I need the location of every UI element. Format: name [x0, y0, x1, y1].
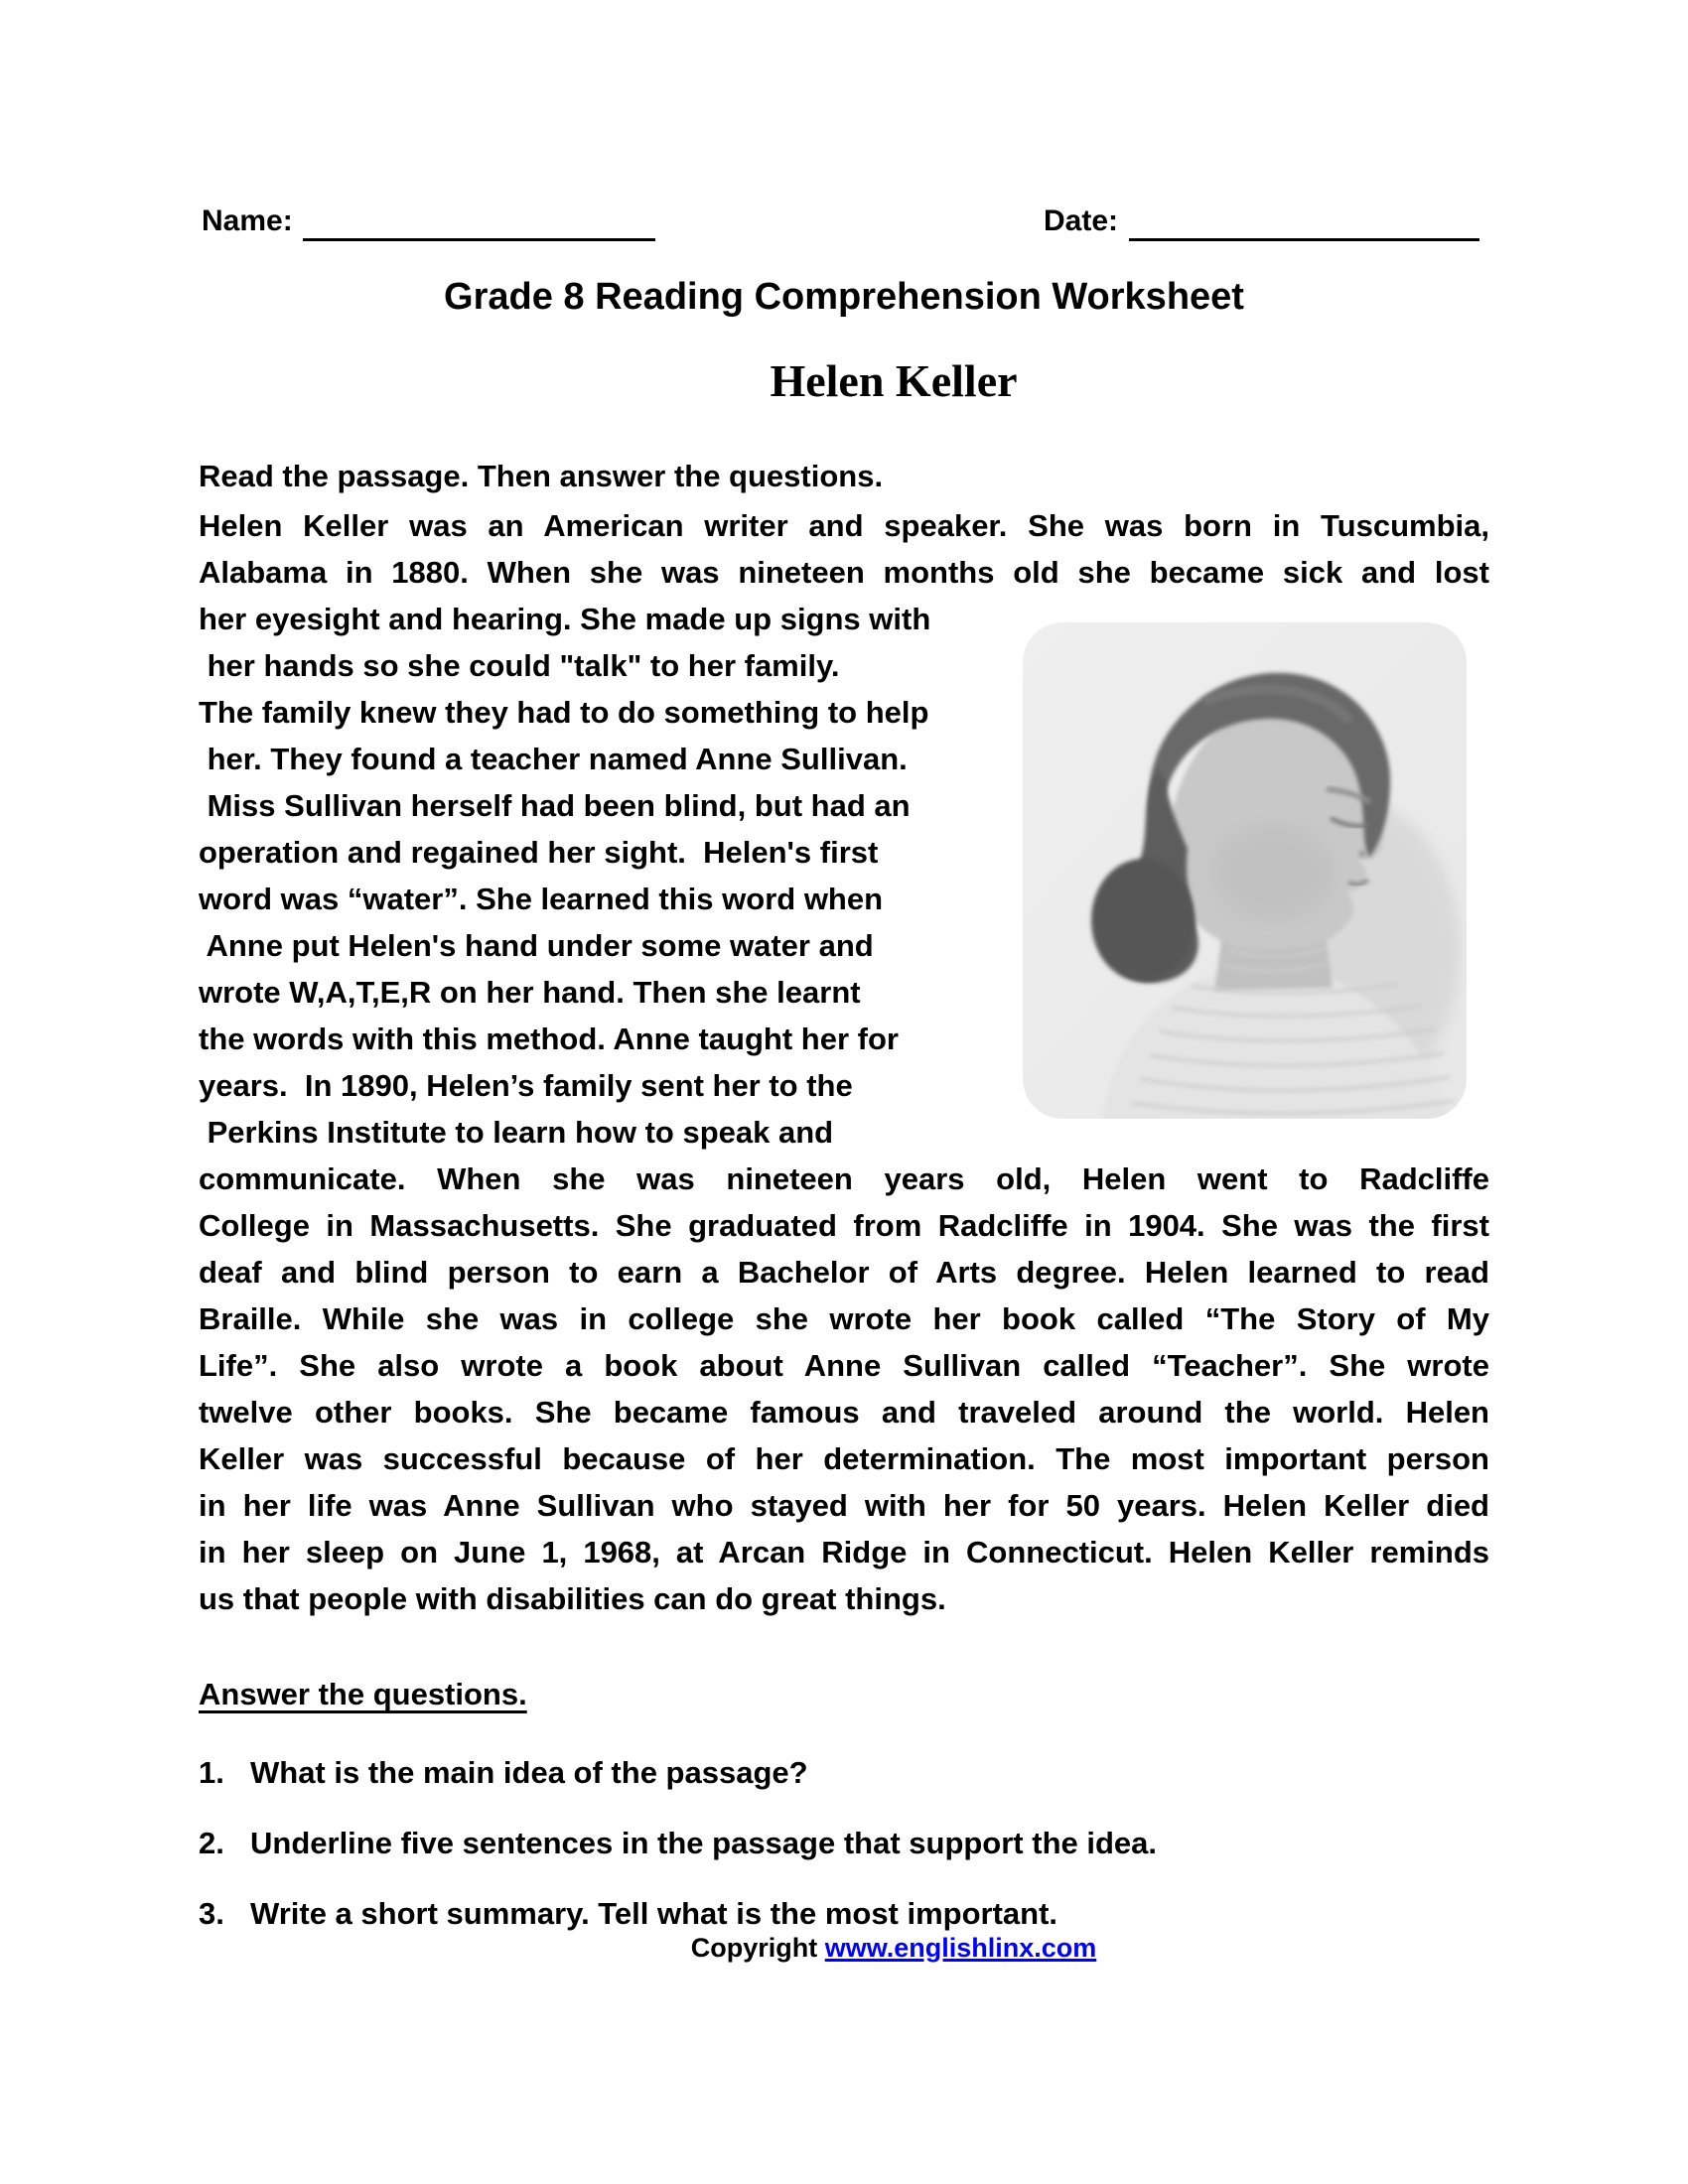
helen-keller-photo: [1023, 622, 1467, 1119]
question-item: [199, 1749, 1529, 1796]
passage-line: in her sleep on June 1, 1968, at Arcan Ridge in Connecticut. Helen Keller reminds: [199, 1535, 1489, 1570]
name-blank-line[interactable]: [303, 238, 655, 241]
question-number: 3.: [199, 1896, 224, 1931]
passage-line: her hands so she could "talk" to her family.: [199, 648, 840, 683]
passage-line: Perkins Institute to learn how to speak and: [199, 1115, 834, 1150]
passage-line: communicate. When she was nineteen years old, Helen went to Radcliffe: [199, 1161, 1489, 1196]
passage-line: Helen Keller was an American writer and speaker. She was born in Tuscumbia,: [199, 508, 1489, 543]
question-list: [199, 1749, 1529, 1961]
passage-line: her eyesight and hearing. She made up signs with: [199, 602, 931, 636]
date-label: Date:: [1044, 205, 1119, 237]
passage-instruction: Read the passage. Then answer the questions.: [199, 459, 884, 493]
question-text: What is the main idea of the passage?: [250, 1755, 808, 1790]
passage-line: Keller was successful because of her determination. The most important person: [199, 1441, 1489, 1476]
question-text: Underline five sentences in the passage that support the idea.: [250, 1826, 1158, 1860]
question-item: [199, 1890, 1529, 1937]
name-label: Name:: [202, 205, 293, 237]
passage-line: Braille. While she was in college she wrote her book called “The Story of My: [199, 1301, 1489, 1336]
passage-line: twelve other books. She became famous and traveled around the world. Helen: [199, 1395, 1489, 1430]
passage-line: Miss Sullivan herself had been blind, but had an: [199, 788, 911, 823]
passage-line: The family knew they had to do something to help: [199, 695, 929, 730]
passage-line: Life”. She also wrote a book about Anne Sullivan called “Teacher”. She wrote: [199, 1348, 1489, 1383]
copyright-label: Copyright: [690, 1933, 825, 1963]
passage-line: the words with this method. Anne taught her for: [199, 1022, 899, 1056]
passage-line: deaf and blind person to earn a Bachelor of Arts degree. Helen learned to read: [199, 1255, 1489, 1290]
passage-title: Helen Keller: [770, 355, 1018, 406]
date-blank-line[interactable]: [1129, 238, 1479, 241]
passage-line: College in Massachusetts. She graduated from Radcliffe in 1904. She was the first: [199, 1208, 1489, 1243]
question-number: 1.: [199, 1755, 224, 1790]
passage-line: us that people with disabilities can do great things.: [199, 1581, 946, 1616]
question-number: 2.: [199, 1826, 224, 1860]
passage-line: Anne put Helen's hand under some water and: [199, 928, 874, 963]
passage-line: word was “water”. She learned this word when: [199, 882, 884, 916]
passage-line: years. In 1890, Helen’s family sent her to the: [199, 1068, 853, 1103]
passage-line: in her life was Anne Sullivan who stayed with her for 50 years. Helen Keller died: [199, 1488, 1489, 1523]
answer-section-heading: Answer the questions.: [199, 1677, 527, 1711]
passage-line: her. They found a teacher named Anne Sullivan.: [199, 742, 908, 776]
englishlinx-link[interactable]: www.englishlinx.com: [824, 1933, 1097, 1963]
question-text: Write a short summary. Tell what is the most important.: [250, 1896, 1058, 1931]
copyright-line: [99, 1931, 1688, 1965]
question-item: [199, 1820, 1529, 1866]
passage-line: operation and regained her sight. Helen's first: [199, 835, 879, 870]
passage-line: wrote W,A,T,E,R on her hand. Then she learnt: [199, 975, 861, 1010]
page-title: Grade 8 Reading Comprehension Worksheet: [444, 276, 1244, 318]
helen-keller-portrait-graphic: [1023, 622, 1467, 1119]
passage-line: Alabama in 1880. When she was nineteen months old she became sick and lost: [199, 555, 1489, 590]
